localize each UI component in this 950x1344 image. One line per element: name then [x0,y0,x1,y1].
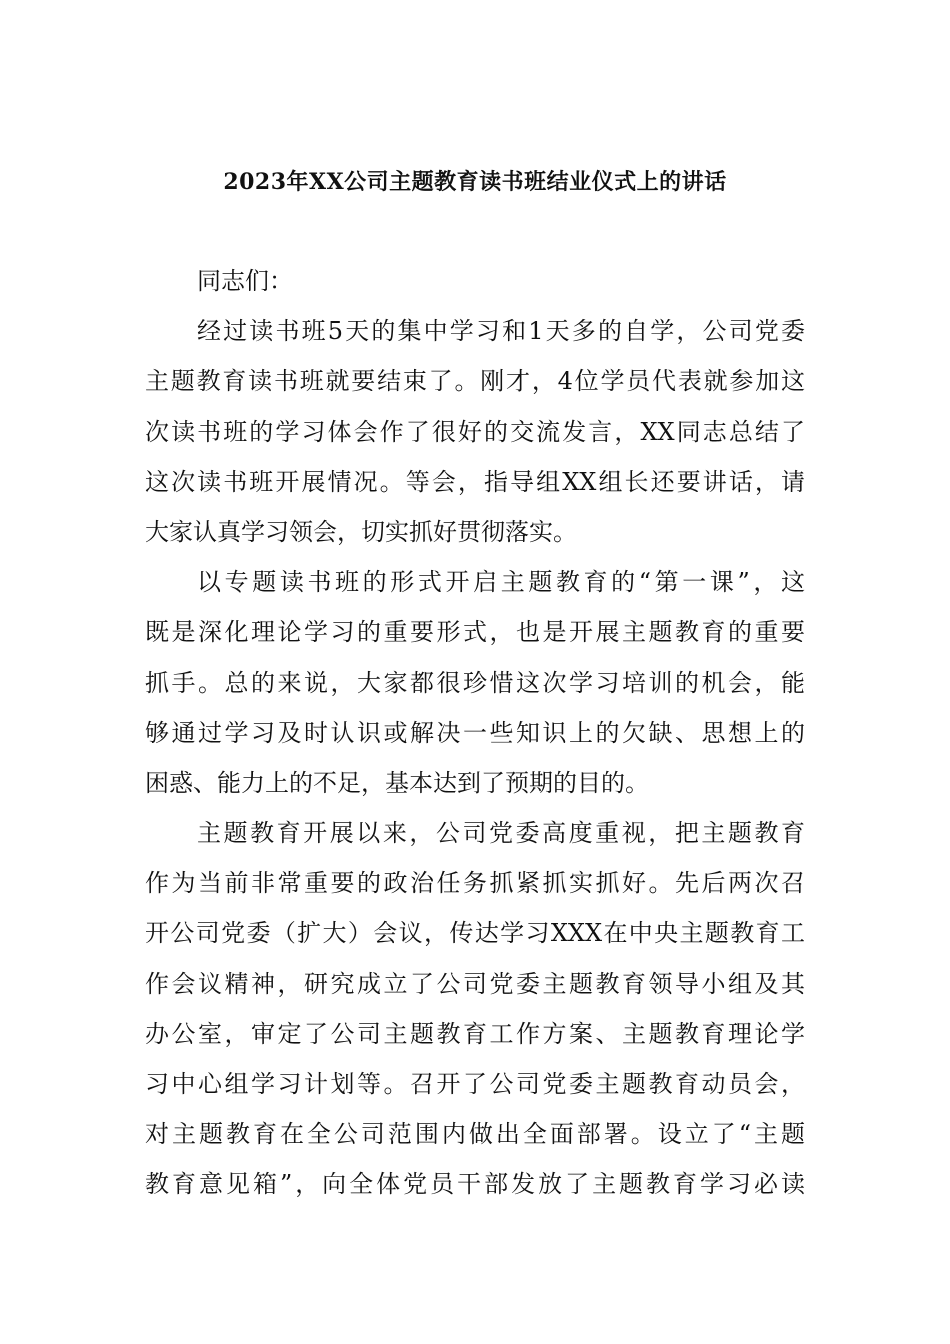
text-line: 作为当前非常重要的政治任务抓紧抓实抓好。先后两次召 [145,869,805,898]
text-line: 习中心组学习计划等。召开了公司党委主题教育动员会， [145,1070,805,1098]
text-line: 主题教育读书班就要结束了。刚才，4位学员代表就参加这 [145,367,805,396]
text-line: 主题教育开展以来，公司党委高度重视，把主题教育 [197,819,805,848]
text-line: 以专题读书班的形式开启主题教育的“第一课”，这 [197,568,805,597]
text-line: 教育意见箱”，向全体党员干部发放了主题教育学习必读 [145,1170,805,1199]
text-line: 同志们： [197,267,293,295]
text-line: 作会议精神，研究成立了公司党委主题教育领导小组及其 [145,969,805,998]
document-body [145,256,805,1210]
text-line: 够通过学习及时认识或解决一些知识上的欠缺、思想上的 [145,718,805,747]
text-line: 对主题教育在全公司范围内做出全面部署。设立了“主题 [145,1120,805,1149]
text-line: 办公室，审定了公司主题教育工作方案、主题教育理论学 [145,1019,805,1048]
text-line: 次读书班的学习体会作了很好的交流发言，XX同志总结了 [145,417,805,446]
text-line: 抓手。总的来说，大家都很珍惜这次学习培训的机会，能 [145,668,805,697]
text-line: 这次读书班开展情况。等会，指导组XX组长还要讲话，请 [145,467,805,496]
text-line: 大家认真学习领会，切实抓好贯彻落实。 [145,517,577,546]
text-line: 困惑、能力上的不足，基本达到了预期的目的。 [145,768,649,797]
document-title: 2023年XX公司主题教育读书班结业仪式上的讲话 [223,169,727,195]
text-line: 经过读书班5天的集中学习和1天多的自学，公司党委 [197,317,805,346]
text-line: 既是深化理论学习的重要形式，也是开展主题教育的重要 [145,618,805,647]
text-line: 开公司党委（扩大）会议，传达学习XXX在中央主题教育工 [145,919,805,948]
